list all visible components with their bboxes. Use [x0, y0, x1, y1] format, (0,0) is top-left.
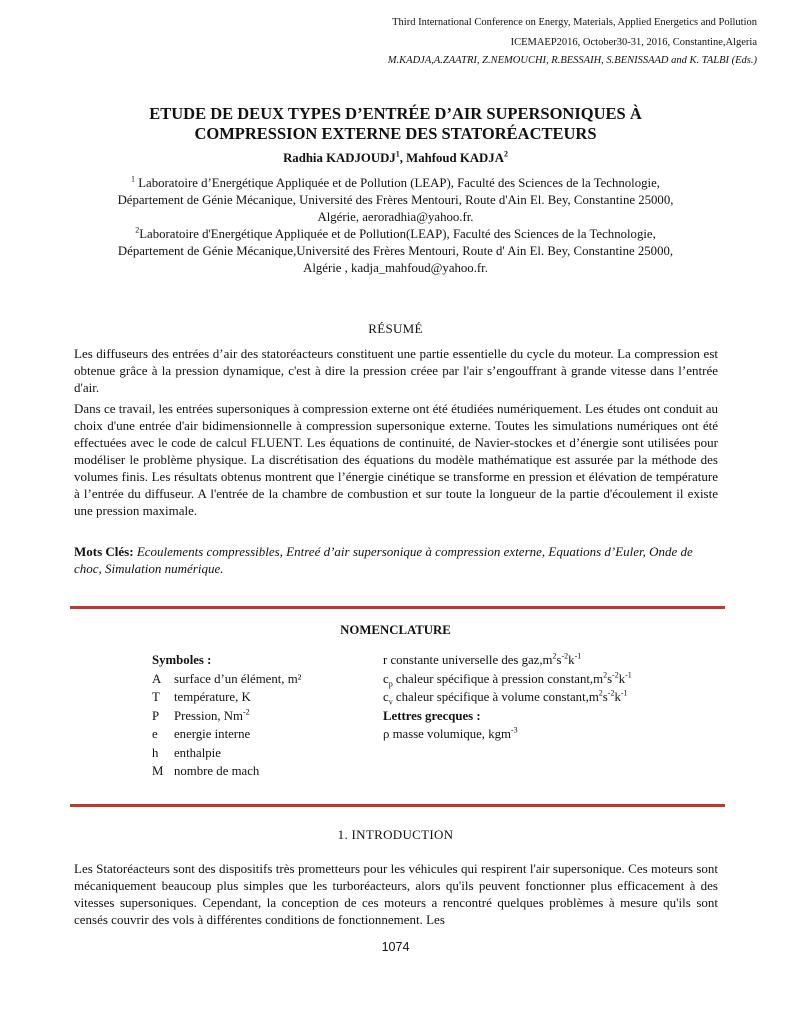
- keywords-label: Mots Clés:: [74, 544, 137, 559]
- introduction-paragraph: Les Statoréacteurs sont des dispositifs très prometteurs pour les véhicules qui respirent l'air supersonique. Ces moteurs sont mécaniquement beaucoup plus simples que les turboréacteurs, alors qu'ils peuvent fonctionner plus efficacement à des vitesses supersoniques. Cependant, la conception de ces moteurs a rencontré quelques problèmes à mesure qu'ils sont censés couvrir des vols à différentes conditions de fonctionnement. Les: [74, 861, 718, 927]
- nomenclature-left: [152, 651, 302, 781]
- introduction-heading: 1. INTRODUCTION: [337, 827, 454, 842]
- symbols-heading: Symboles :: [152, 653, 212, 667]
- affiliation-1-line2: Département de Génie Mécanique, Université des Frères Mentouri, Route d'Ain El. Bey, Constantine 25000,: [117, 193, 674, 207]
- greek-heading: Lettres grecques :: [383, 708, 481, 723]
- affiliation-1-sup: 1: [131, 174, 136, 184]
- author-2-sup: 2: [503, 149, 508, 159]
- conference-editors: M.KADJA,A.ZAATRI, Z.NEMOUCHI, R.BESSAIH, S.BENISSAAD and K. TALBI (Eds.): [387, 55, 757, 66]
- affiliations: [60, 175, 731, 277]
- nomenclature-cv: $c_v$ chaleur spécifique à volume $constant,m^2s^{-2}k^{-1}$: [383, 688, 628, 707]
- authors: [40, 151, 751, 166]
- nomenclature-rho: ρ masse volumique, kgm$^{-3}$: [383, 725, 518, 741]
- nomenclature-item: e energie interne: [152, 727, 251, 741]
- nomenclature-heading: NOMENCLATURE: [340, 623, 451, 637]
- affiliation-2-line1: $^2$Laboratoire d'Energétique Appliquée et de Pollution(LEAP), Faculté des Sciences de la Technologie,: [135, 225, 656, 241]
- author-1-sup: 1: [395, 149, 400, 159]
- conference-date: ICEMAEP2016, October30-31, 2016, Constantine,Algeria: [510, 37, 757, 48]
- nomenclature-cp: $c_p$ chaleur spécifique à pression $constant,m^2s^{-2}k^{-1}$: [383, 670, 632, 689]
- affiliation-2-line2: Département de Génie Mécanique,Université des Frères Mentouri, Route d' Ain El. Bey, Constantine 25000,: [117, 244, 674, 258]
- resume-heading: RÉSUMÉ: [368, 321, 423, 336]
- conference-title: Third International Conference on Energy, Materials, Applied Energetics and Pollution: [392, 17, 757, 28]
- resume-paragraph-2: Dans ce travail, les entrées supersoniques à compression externe ont été étudiées numériquement. Les études ont conduit au choix d'une entrée d'air bidimensionnelle à compression supersonique externe. Toutes les simulations numériques ont été effectuées avec le code de calcul FLUENT. Les équations de continuité, de Navier-stockes et d’énergie sont utilisées pour modéliser le problème physique. La discrétisation des équations du modèle mathématique est assurée par la méthode des volumes finis. Les résultats obtenus montrent que l’énergie cinétique se transforme en pression et élévation de température à l’entrée du diffuseur. A l'entrée de la chambre de combustion et sur toute la longueur de la partie d'écoulement il existe une pression maximale.: [74, 401, 718, 518]
- keywords-text: Ecoulements compressibles, Entreé d’air supersonique à compression externe, Equations d’Euler, Onde de choc, Simulation numérique.: [74, 544, 693, 576]
- divider-bottom: [70, 804, 725, 807]
- author-2: Mahfoud KADJA: [406, 151, 504, 165]
- nomenclature-right: [383, 651, 632, 744]
- nomenclature-item: M nombre de mach: [152, 764, 260, 778]
- divider-top: [70, 606, 725, 609]
- affiliation-2-sup: 2: [135, 225, 140, 235]
- nomenclature-item: T température, K: [152, 690, 251, 704]
- nomenclature-item: A surface d’un élément, m²: [152, 671, 302, 686]
- paper-title-line1: ETUDE DE DEUX TYPES D’ENTRÉE D’AIR SUPERSONIQUES À: [149, 104, 642, 123]
- affiliation-1-line3: Algérie, aeroradhia@yahoo.fr.: [317, 210, 474, 224]
- author-1: Radhia KADJOUDJ: [283, 151, 396, 165]
- affiliation-2-line3: Algérie , kadja_mahfoud@yahoo.fr.: [303, 261, 488, 275]
- nomenclature-item: P Pression, $Nm^{-2}$: [152, 707, 250, 723]
- keywords: [74, 543, 718, 577]
- paper-title-line2: COMPRESSION EXTERNE DES STATORÉACTEURS: [194, 124, 597, 143]
- page-number: 1074: [381, 940, 410, 954]
- resume-paragraph-1: Les diffuseurs des entrées d’air des statoréacteurs constituent une partie essentielle du cycle du moteur. La compression est obtenue grâce à la pression dynamique, c'est à dire la pression créee par l'air s’engouffrant à grande vitesse dans l’entrée d'air.: [74, 346, 718, 395]
- nomenclature-r: r constante universelle des $gaz,m^2s^{-2}k^{-1}$: [383, 651, 582, 667]
- author-sep: ,: [399, 151, 407, 165]
- affiliation-1-line1: $^1$ Laboratoire d’Energétique Appliquée et de Pollution (LEAP), Faculté des Sciences de la Technologie,: [131, 174, 660, 190]
- nomenclature-item: h enthalpie: [152, 745, 221, 760]
